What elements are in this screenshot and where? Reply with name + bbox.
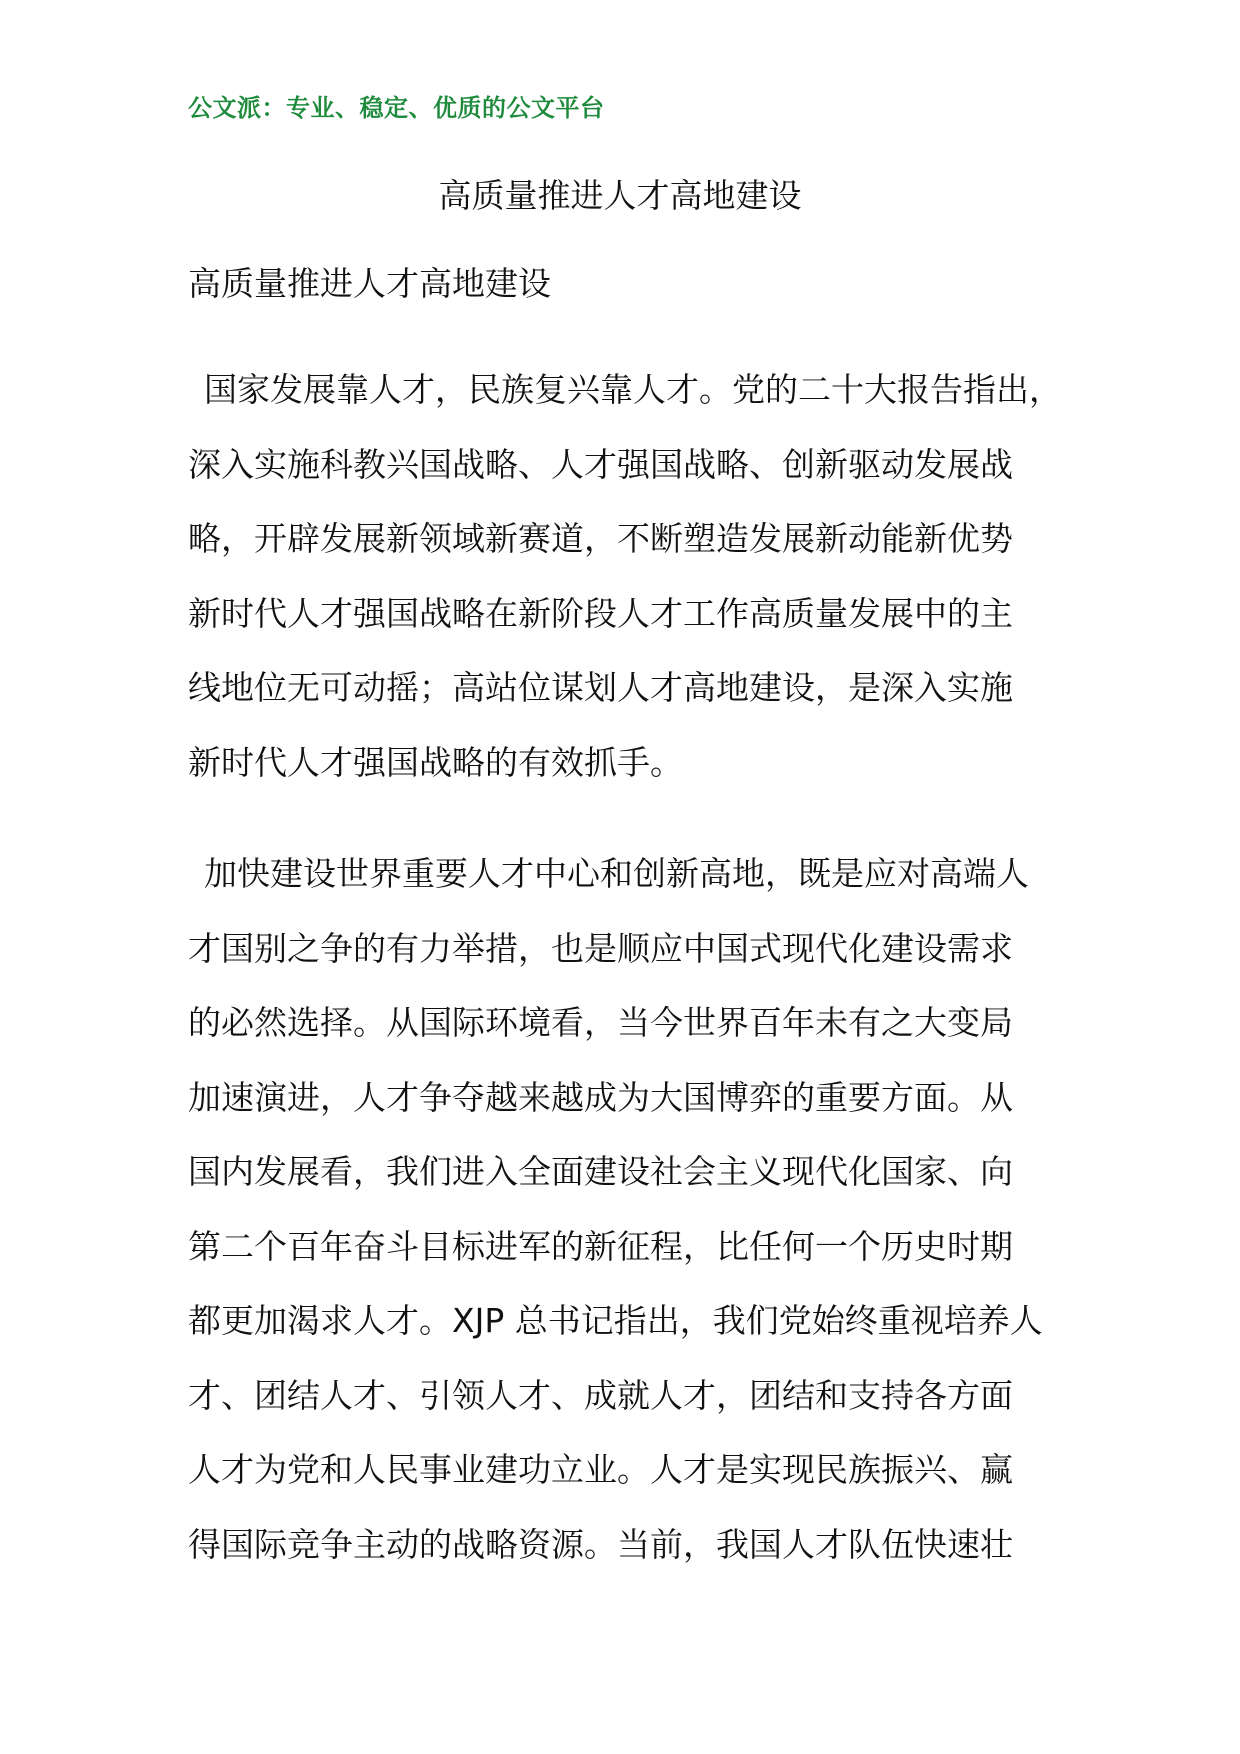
paragraph-line: 人才为党和人民事业建功立业。人才是实现民族振兴、赢 (188, 1450, 1013, 1489)
paragraph-1 (188, 353, 1068, 800)
paragraph-line: 都更加渴求人才。XJP 总书记指出，我们党始终重视培养人 (188, 1301, 1043, 1340)
paragraph-2 (188, 837, 1068, 1582)
paragraph-line: 加快建设世界重要人才中心和创新高地，既是应对高端人 (204, 854, 1029, 893)
paragraph-line: 的必然选择。从国际环境看，当今世界百年未有之大变局 (188, 1003, 1013, 1042)
document-title: 高质量推进人才高地建设 (438, 176, 802, 215)
paragraph-line: 新时代人才强国战略在新阶段人才工作高质量发展中的主 (188, 593, 1013, 633)
document-subtitle: 高质量推进人才高地建设 (188, 264, 551, 303)
paragraph-line: 得国际竞争主动的战略资源。当前，我国人才队伍快速壮 (188, 1524, 1013, 1564)
paragraph-line: 线地位无可动摇；高站位谋划人才高地建设，是深入实施 (188, 668, 1013, 707)
paragraph-line: 国家发展靠人才，民族复兴靠人才。党的二十大报告指出， (204, 370, 1062, 409)
paragraph-line: 新时代人才强国战略的有效抓手。 (188, 742, 683, 782)
document-body (188, 262, 1068, 1582)
site-tagline: 公文派：专业、稳定、优质的公文平台 (188, 94, 605, 122)
paragraph-line: 深入实施科教兴国战略、人才强国战略、创新驱动发展战 (188, 444, 1013, 484)
paragraph-line: 略，开辟发展新领域新赛道，不断塑造发展新动能新优势 (188, 519, 1013, 558)
paragraph-line: 第二个百年奋斗目标进军的新征程，比任何一个历史时期 (188, 1226, 1013, 1266)
paragraph-line: 才国别之争的有力举措，也是顺应中国式现代化建设需求 (188, 928, 1013, 968)
paragraph-line: 加速演进，人才争夺越来越成为大国博弈的重要方面。从 (188, 1077, 1013, 1117)
paragraph-line: 才、团结人才、引领人才、成就人才，团结和支持各方面 (188, 1375, 1013, 1415)
paragraph-line: 国内发展看，我们进入全面建设社会主义现代化国家、向 (188, 1152, 1013, 1191)
